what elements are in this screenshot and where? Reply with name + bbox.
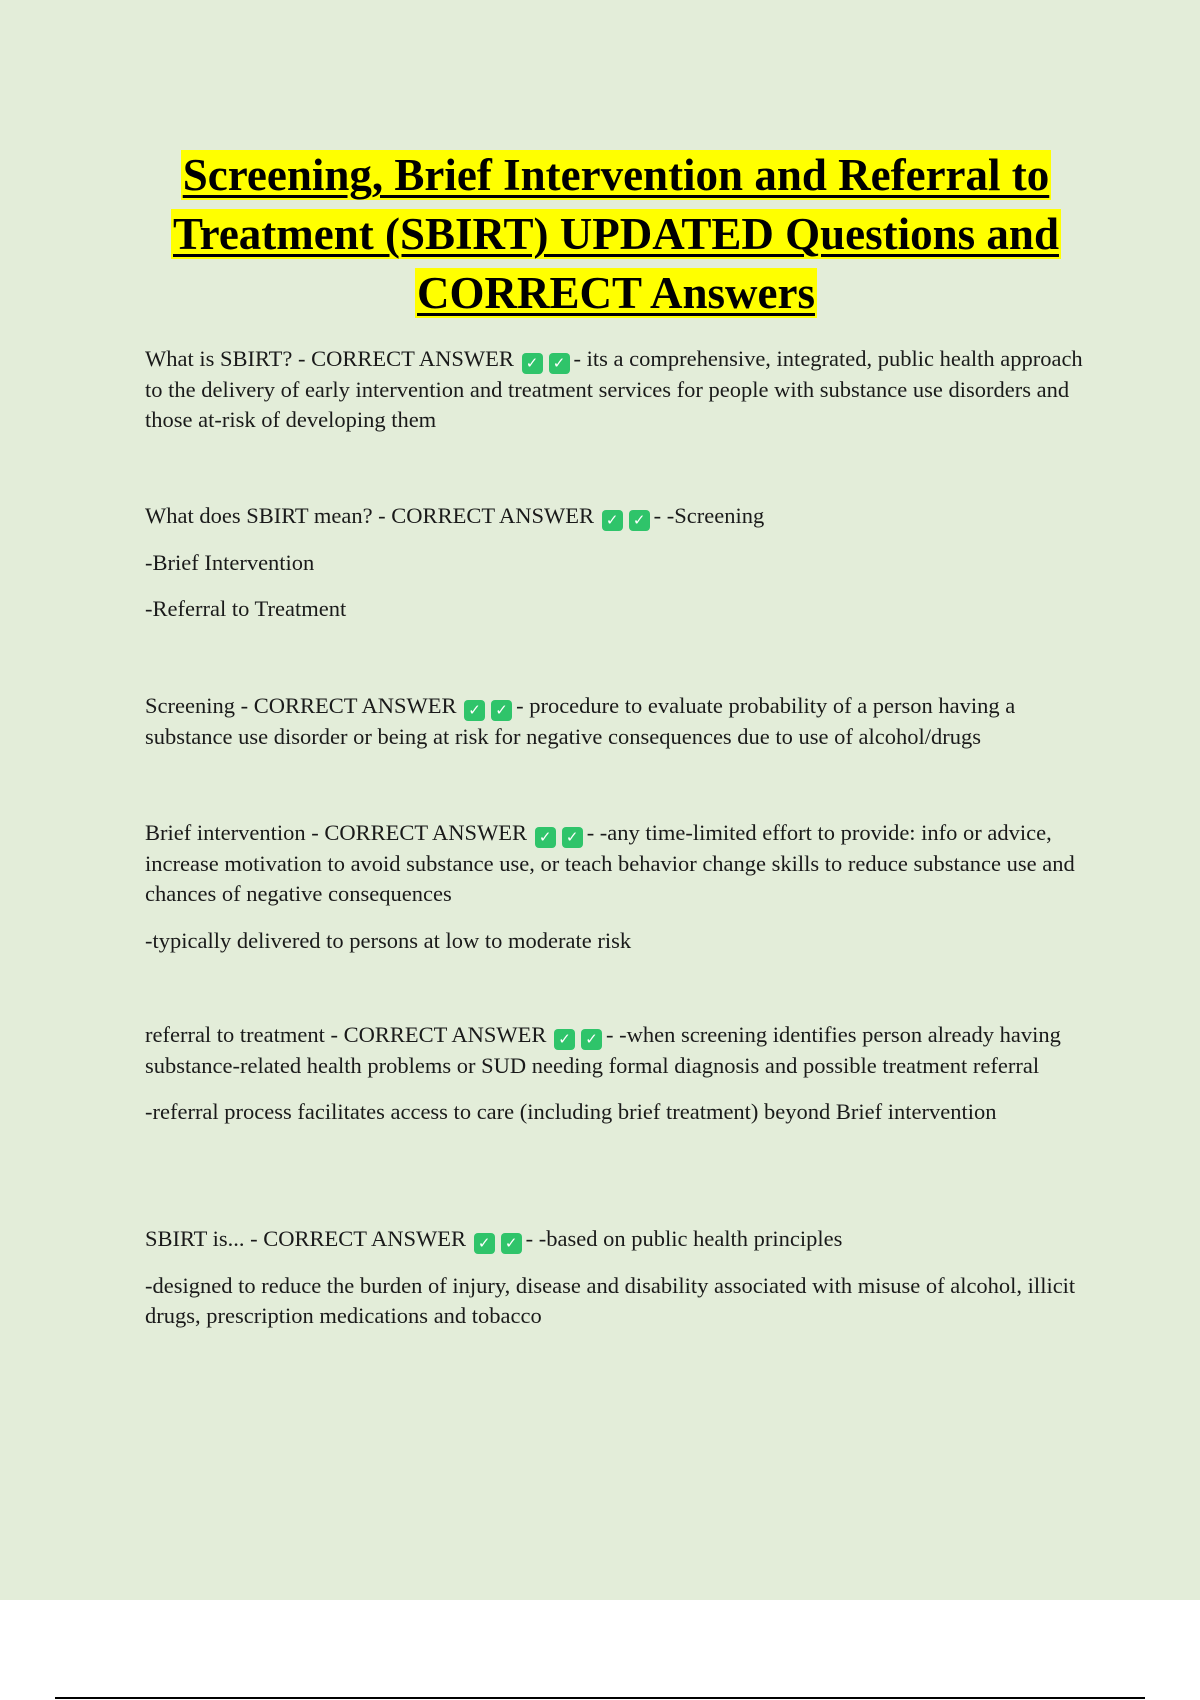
answer-text: - procedure to evaluate probability of a person having a substance use disorder or being at risk for negative consequences due to use of alcohol/drugs <box>145 693 1016 749</box>
answer-text: - -Screening <box>653 503 765 528</box>
title-highlight: Screening, Brief Intervention and Referral to Treatment (SBIRT) UPDATED Questions and CORRECT Answers <box>173 150 1059 318</box>
answer-text: - -when screening identifies person already having substance-related health problems or SUD needing formal diagnosis and possible treatment referral <box>145 1022 1061 1078</box>
qa-item <box>145 501 1090 625</box>
qa-main-line <box>145 344 1090 436</box>
question-text: Brief intervention - CORRECT ANSWER <box>145 820 528 845</box>
title-block <box>140 146 1092 323</box>
answer-extra-line: -referral process facilitates access to care (including brief treatment) beyond Brief intervention <box>145 1099 997 1124</box>
check-mark-icon: ✓ <box>464 700 485 721</box>
check-mark-icon: ✓ <box>501 1233 522 1254</box>
footer-divider <box>55 1697 1145 1699</box>
question-text: What is SBIRT? - CORRECT ANSWER <box>145 346 514 371</box>
check-mark-icon: ✓ <box>549 353 570 374</box>
qa-item <box>145 691 1090 752</box>
question-text: SBIRT is... - CORRECT ANSWER <box>145 1226 466 1251</box>
check-mark-icon: ✓ <box>554 1029 575 1050</box>
check-mark-icon: ✓ <box>474 1233 495 1254</box>
answer-text: - its a comprehensive, integrated, public health approach to the delivery of early intervention and treatment services for people with substance use disorders and those at-risk of developing them <box>145 346 1083 432</box>
question-text: What does SBIRT mean? - CORRECT ANSWER <box>145 503 595 528</box>
qa-item <box>145 1224 1090 1332</box>
check-mark-icon: ✓ <box>535 827 556 848</box>
question-text: Screening - CORRECT ANSWER <box>145 693 457 718</box>
check-mark-icon: ✓ <box>562 827 583 848</box>
qa-main-line <box>145 818 1090 910</box>
qa-main-line <box>145 1224 1090 1255</box>
qa-main-line <box>145 501 1090 532</box>
qa-item <box>145 818 1090 956</box>
answer-extra-line: -Referral to Treatment <box>145 596 347 621</box>
answer-text: - -based on public health principles <box>525 1226 843 1251</box>
check-mark-icon: ✓ <box>522 353 543 374</box>
qa-item <box>145 344 1090 436</box>
question-text: referral to treatment - CORRECT ANSWER <box>145 1022 547 1047</box>
check-mark-icon: ✓ <box>581 1029 602 1050</box>
qa-main-line <box>145 1020 1090 1081</box>
check-mark-icon: ✓ <box>602 510 623 531</box>
answer-extra-line: -typically delivered to persons at low to moderate risk <box>145 927 632 953</box>
check-mark-icon: ✓ <box>629 510 650 531</box>
answer-text: - -any time-limited effort to provide: info or advice, increase motivation to avoid substance use, or teach behavior change skills to reduce substance use and chances of negative consequences <box>145 820 1075 906</box>
check-mark-icon: ✓ <box>491 700 512 721</box>
answer-extra-line: -Brief Intervention <box>145 549 315 575</box>
document-title <box>140 146 1092 323</box>
qa-main-line <box>145 691 1090 752</box>
qa-item <box>145 1020 1090 1128</box>
answer-extra-line: -designed to reduce the burden of injury, disease and disability associated with misuse of alcohol, illicit drugs, prescription medications and tobacco <box>145 1272 1076 1328</box>
